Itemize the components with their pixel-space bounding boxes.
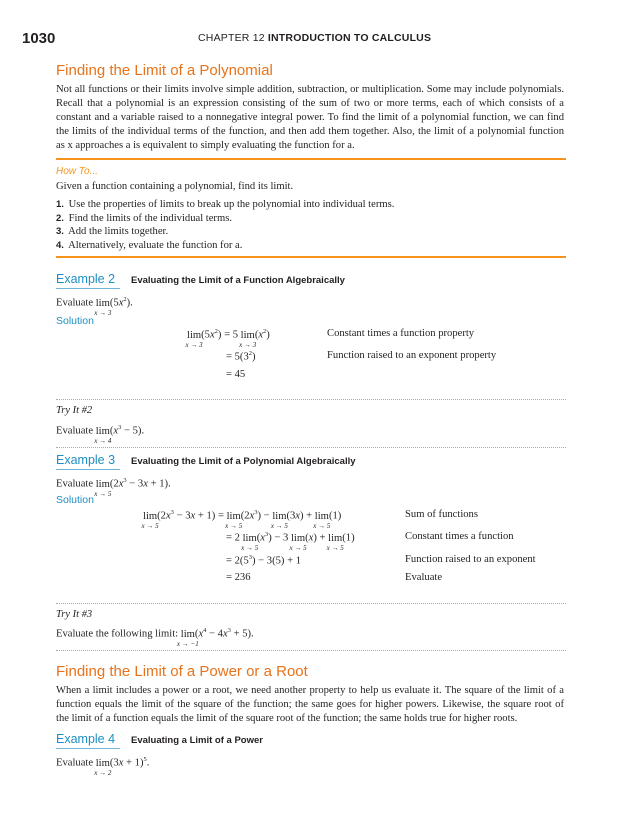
example-2-underline bbox=[56, 288, 120, 289]
example-2-step-1: lim x → 3 $(5x^2) = 5$ lim x → 3 $(x^2)$ bbox=[185, 328, 270, 349]
page-number: 1030 bbox=[22, 30, 56, 47]
try-it-3-label: Try It #3 bbox=[56, 609, 93, 620]
example-2-step-3: = 45 bbox=[226, 369, 246, 380]
howto-bottom-rule bbox=[56, 256, 566, 258]
example-3-label: Example 3 bbox=[56, 453, 116, 467]
example-3-step-2: = 2 lim x → 5 $(x^3) - 3$ lim x → 5 (x) + lim x → 5 (1) bbox=[226, 531, 355, 552]
example-2-step-2: = $5(3^2)$ bbox=[226, 350, 256, 363]
howto-steps bbox=[56, 198, 394, 252]
example-4-underline bbox=[56, 748, 120, 749]
howto-intro: Given a function containing a polynomial, find its limit. bbox=[56, 181, 294, 192]
example-2-title: Evaluating the Limit of a Function Algebraically bbox=[131, 275, 345, 286]
example-3-solution-label: Solution bbox=[56, 494, 94, 506]
try-it-3-problem: Evaluate the following limit: lim x → −1 $(x^4 - 4x^3 + 5)$. bbox=[56, 627, 254, 648]
try-it-2-label: Try It #2 bbox=[56, 405, 93, 416]
example-3-underline bbox=[56, 469, 120, 470]
try-it-2-bottom-divider bbox=[56, 447, 566, 448]
howto-label: How To... bbox=[56, 166, 98, 177]
example-3-note-4: Evaluate bbox=[405, 572, 443, 583]
howto-step: 4. Alternatively, evaluate the function for a. bbox=[56, 239, 243, 251]
chapter-prefix: CHAPTER 12 bbox=[198, 32, 265, 44]
section-paragraph-power-root: When a limit includes a power or a root, we need another property to help us evaluate it. The square of the limit of a function equals the limit of the square of the function; the same goes for higher powers. Likewise, the square root of the limit of a function equals the limit of the square root of the function; the same holds true for higher roots. bbox=[56, 685, 564, 724]
howto-step: 2. Find the limits of the individual terms. bbox=[56, 212, 232, 224]
example-2-note-1: Constant times a function property bbox=[327, 328, 475, 339]
try-it-3-bottom-divider bbox=[56, 650, 566, 651]
try-it-2-problem: Evaluate lim x → 4 $(x^3 - 5)$. bbox=[56, 424, 145, 445]
example-3-step-4: = 236 bbox=[226, 572, 251, 583]
howto-step: 1. Use the properties of limits to break up the polynomial into individual terms. bbox=[56, 199, 395, 210]
section-paragraph-polynomial: Not all functions or their limits involve simple addition, subtraction, or multiplication. Some may include polynomials. Recall that a polynomial is an expression consisting of the sum of two or more terms, each of which consists of a constant and a variable raised to a nonnegative integral power. To find the limit of a polynomial function, we can find the limits of the individual terms of the function, and then add them together. Also, the limit of a polynomial function as x approaches a is equivalent to simply evaluating the function for a. bbox=[56, 84, 564, 151]
example-2-label: Example 2 bbox=[56, 272, 116, 286]
example-3-note-1: Sum of functions bbox=[405, 509, 478, 520]
example-3-note-2: Constant times a function bbox=[405, 531, 514, 542]
example-2-solution-label: Solution bbox=[56, 315, 94, 327]
chapter-title: INTRODUCTION TO CALCULUS bbox=[267, 32, 432, 44]
running-header bbox=[198, 32, 431, 44]
example-3-note-3: Function raised to an exponent bbox=[405, 554, 536, 565]
section-title-power-root: Finding the Limit of a Power or a Root bbox=[56, 663, 308, 680]
example-4-problem: Evaluate lim x → 2 $(3x + 1)^5$. bbox=[56, 756, 150, 777]
section-title-polynomial: Finding the Limit of a Polynomial bbox=[56, 62, 273, 79]
example-4-label: Example 4 bbox=[56, 732, 116, 746]
example-4-title: Evaluating a Limit of a Power bbox=[131, 735, 263, 746]
howto-step: 3. Add the limits together. bbox=[56, 226, 169, 237]
example-3-title: Evaluating the Limit of a Polynomial Algebraically bbox=[131, 456, 356, 467]
howto-top-rule bbox=[56, 158, 566, 160]
example-2-problem: Evaluate lim x → 3 $(5x^2)$. bbox=[56, 296, 133, 317]
example-3-step-3: = $2(5^3) - 3(5) + 1$ bbox=[226, 554, 302, 567]
example-3-step-1: lim x → 5 $(2x^3 - 3x + 1) = \lim$ x → 5 $(2x^3) - \lim$ x → 5 (3x) + lim x → 5 (1) bbox=[141, 509, 342, 530]
example-2-note-2: Function raised to an exponent property bbox=[327, 350, 497, 361]
example-3-problem: Evaluate lim x → 5 $(2x^3 - 3x + 1)$. bbox=[56, 477, 171, 498]
try-it-3-divider bbox=[56, 603, 566, 604]
try-it-2-divider bbox=[56, 399, 566, 400]
